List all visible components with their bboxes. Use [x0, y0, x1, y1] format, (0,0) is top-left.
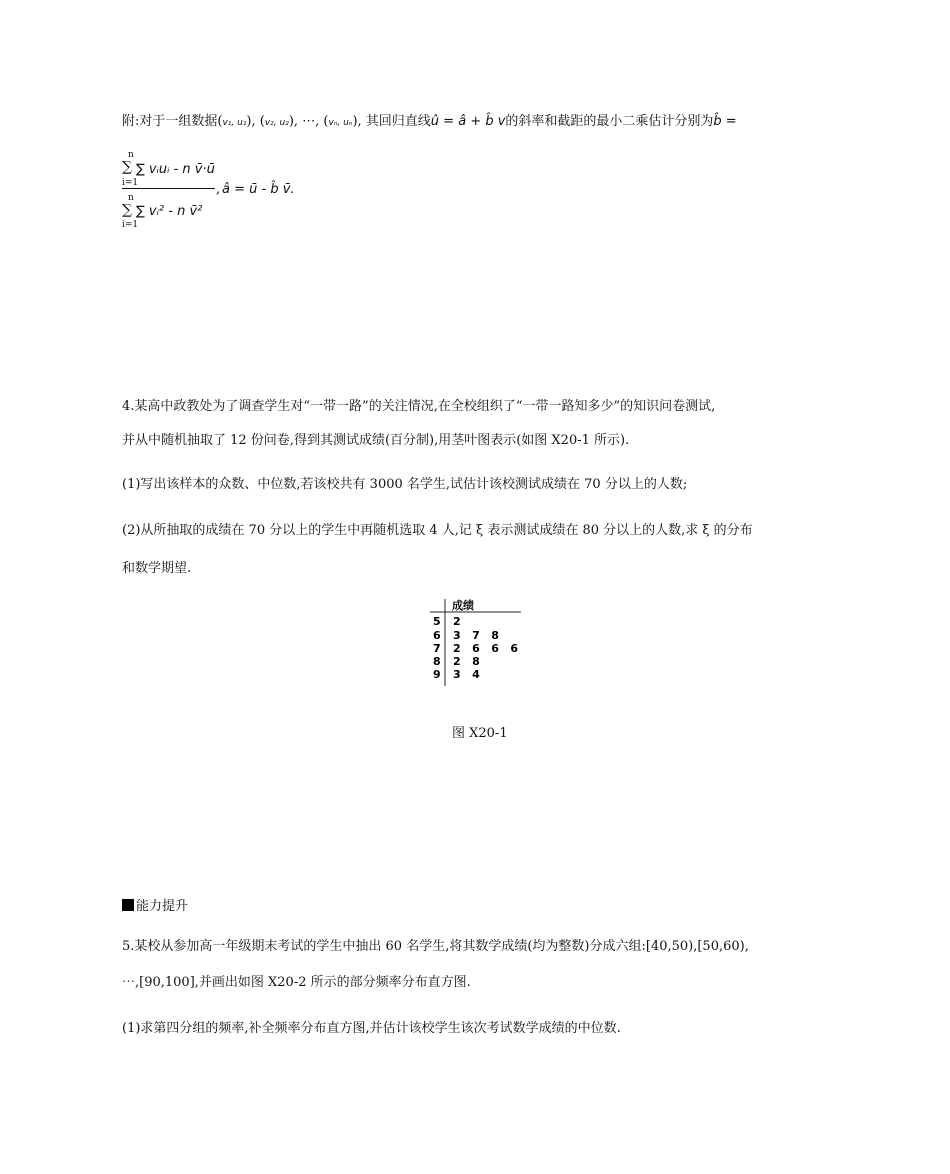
problem4-question2-cont: 和数学期望.: [122, 561, 192, 576]
appendix-line: 附:对于一组数据(v₁, u₁), (v₂, u₂), ⋯, (vₙ, uₙ), 其回归直线û = â + b̂ v的斜率和截距的最小二乘估计分别为b̂ =: [122, 114, 737, 129]
least-squares-formula: [122, 150, 322, 232]
regression-line-equation: û = â + b̂ v: [430, 114, 506, 129]
stem-6: 6: [433, 629, 441, 642]
leaves-6: 3 7 8: [453, 629, 499, 642]
appendix-text-before: 附:对于一组数据(: [122, 114, 223, 129]
figure-caption: 图 X20-1: [452, 726, 508, 741]
data-pair-n: vₙ, uₙ: [328, 118, 353, 128]
b-hat-label: b̂ =: [713, 114, 737, 129]
problem5-line2: ⋯,[90,100],并画出如图 X20-2 所示的部分频率分布直方图.: [122, 975, 471, 990]
appendix-text-mid: 其回归直线: [365, 114, 431, 129]
data-pair-1: v₁, u₁: [222, 118, 247, 128]
stem-leaf-plot: [430, 596, 526, 686]
fraction-bar: [122, 188, 215, 189]
problem4-question2: (2)从所抽取的成绩在 70 分以上的学生中再随机选取 4 人,记 ξ 表示测试成绩在 80 分以上的人数,求 ξ 的分布: [122, 523, 753, 538]
sum-upper-bottom: n: [128, 193, 134, 203]
leaves-7: 2 6 6 6: [453, 642, 519, 655]
appendix-text-after: 的斜率和截距的最小二乘估计分别为: [505, 114, 714, 129]
stem-5: 5: [433, 615, 441, 628]
stem-7: 7: [433, 642, 441, 655]
comma: ,: [216, 182, 221, 197]
sum-lower-top: i=1: [122, 178, 139, 188]
sum-symbol-top: ∑: [122, 159, 132, 175]
problem4-question1: (1)写出该样本的众数、中位数,若该校共有 3000 名学生,试估计该校测试成绩在 70 分以上的人数;: [122, 477, 688, 492]
leaves-5: 2: [453, 615, 461, 628]
problem5-line1: 5.某校从参加高一年级期末考试的学生中抽出 60 名学生,将其数学成绩(均为整数)分成六组:[40,50),[50,60),: [122, 939, 749, 954]
sum-lower-bottom: i=1: [122, 220, 139, 230]
section-heading: [122, 895, 188, 914]
stem-9: 9: [433, 668, 441, 681]
problem4-line2: 并从中随机抽取了 12 份问卷,得到其测试成绩(百分制),用茎叶图表示(如图 X20-1 所示).: [122, 433, 630, 448]
sum-upper-top: n: [128, 150, 134, 160]
ellipsis: ⋯: [302, 114, 316, 129]
sum-symbol-bottom: ∑: [122, 202, 132, 218]
formula-numerator: ∑ vᵢuᵢ - n v̄·ū: [136, 162, 215, 177]
leaves-8: 2 8: [453, 655, 480, 668]
section-marker-icon: [122, 899, 134, 911]
leaves-9: 3 4: [453, 668, 480, 681]
section-title: 能力提升: [136, 899, 189, 914]
a-hat-formula: â = ū - b̂ v̄.: [222, 182, 295, 197]
problem4-line1: 4.某高中政教处为了调查学生对“一带一路”的关注情况,在全校组织了“一带一路知多少”的知识问卷测试,: [122, 399, 716, 414]
problem5-question1: (1)求第四分组的频率,补全频率分布直方图,并估计该校学生该次考试数学成绩的中位数.: [122, 1021, 621, 1036]
stem-8: 8: [433, 655, 441, 668]
plot-header: 成绩: [452, 599, 474, 612]
data-pair-2: v₂, u₂: [264, 118, 289, 128]
formula-denominator: ∑ vᵢ² - n v̄²: [136, 204, 203, 219]
